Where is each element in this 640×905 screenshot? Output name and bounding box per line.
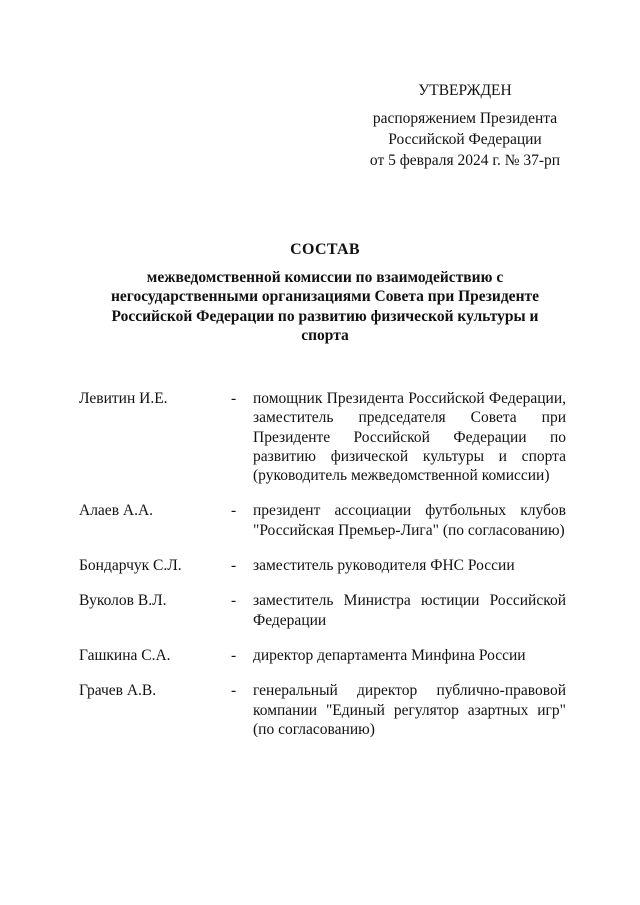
member-name: Грачев А.В. — [79, 682, 157, 700]
approval-line-2: Российской Федерации — [388, 131, 542, 148]
document-title — [90, 240, 560, 346]
member-dash: - — [231, 646, 237, 664]
member-row — [79, 389, 566, 485]
member-dash: - — [231, 557, 237, 575]
member-role: президент ассоциации футбольных клубов "Российская Премьер-Лига" (по согласованию) — [253, 502, 566, 539]
approval-heading: УТВЕРЖДЕН — [418, 82, 512, 99]
member-name: Левитин И.Е. — [79, 390, 168, 407]
member-dash: - — [231, 502, 237, 520]
member-row — [79, 646, 566, 665]
member-row — [79, 591, 566, 630]
member-name: Бондарчук С.Л. — [79, 557, 182, 575]
member-name: Гашкина С.А. — [79, 646, 171, 664]
member-row — [79, 556, 566, 575]
title-subtitle: межведомственной комиссии по взаимодействию с негосударственными организациями Совета при Президенте Российской Федерации по развитию физической культуры и спорта — [110, 268, 539, 344]
approval-block — [360, 80, 570, 171]
member-dash: - — [231, 592, 237, 610]
approval-line-1: распоряжением Президента — [372, 110, 558, 127]
title-main: СОСТАВ — [290, 241, 360, 258]
approval-line-3: от 5 февраля 2024 г. № 37-рп — [369, 152, 561, 169]
member-dash: - — [231, 682, 237, 700]
member-role: генеральный директор публично-правовой компании "Единый регулятор азартных игр" (по согласованию) — [253, 682, 566, 738]
member-name: Алаев А.А. — [79, 502, 154, 520]
member-row — [79, 501, 566, 540]
member-row — [79, 681, 566, 739]
members-list — [79, 389, 566, 755]
member-role: директор департамента Минфина России — [253, 646, 526, 664]
member-name: Вуколов В.Л. — [79, 592, 167, 610]
member-role: заместитель Министра юстиции Российской Федерации — [253, 592, 566, 629]
member-role: помощник Президента Российской Федерации, заместитель председателя Совета при Президенте Российской Федерации по развитию физической культуры и спорта (руководитель межведомственной комиссии) — [253, 390, 566, 485]
member-role: заместитель руководителя ФНС России — [253, 557, 515, 575]
member-dash: - — [231, 390, 237, 407]
